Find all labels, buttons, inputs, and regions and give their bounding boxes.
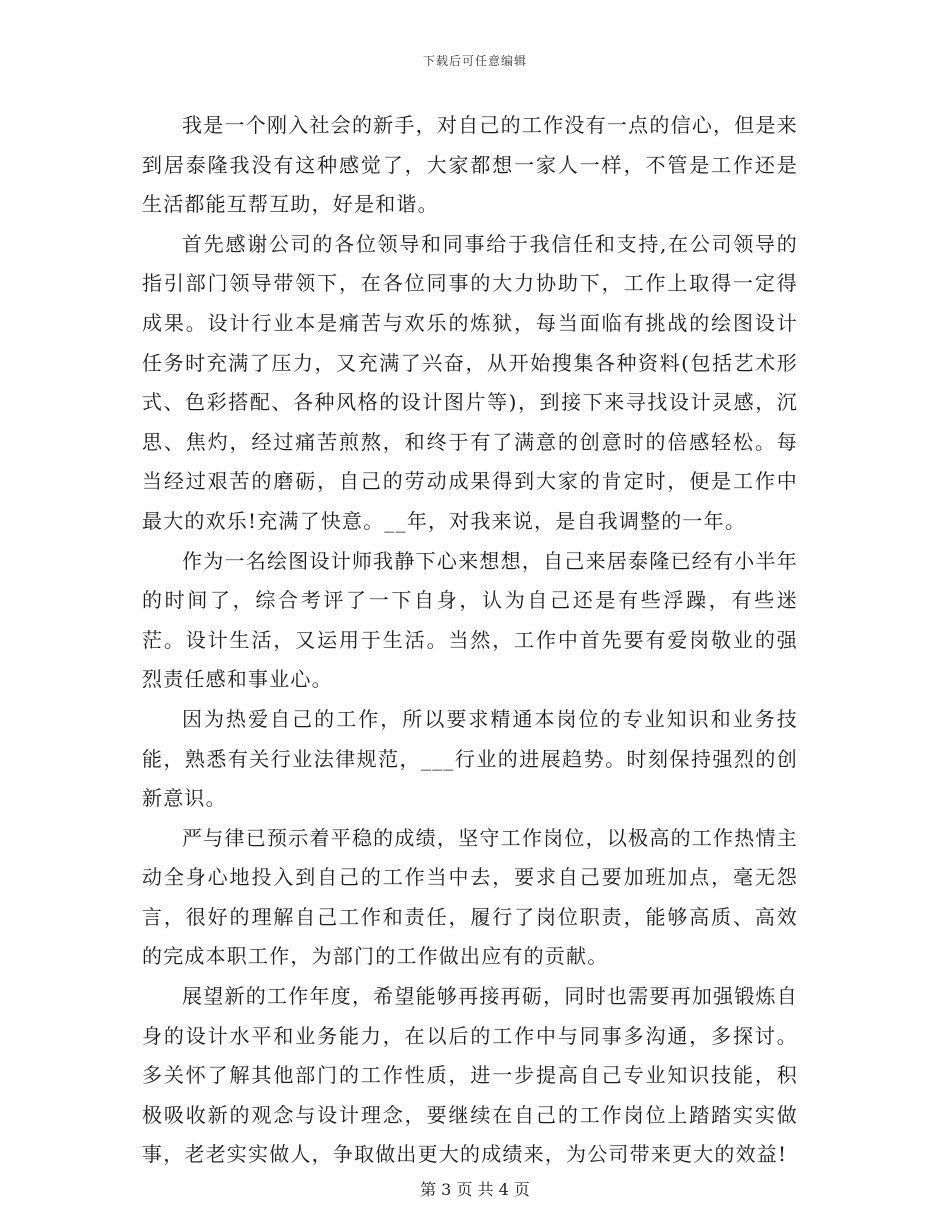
document-body	[142, 106, 798, 1175]
page-number-footer: 第 3 页 共 4 页	[420, 1180, 530, 1199]
paragraph-1: 我是一个刚入社会的新手，对自己的工作没有一点的信心，但是来到居泰隆我没有这种感觉了，大家都想一家人一样，不管是工作还是生活都能互帮互助，好是和谐。	[142, 113, 798, 217]
paragraph-3: 作为一名绘图设计师我静下心来想想，自己来居泰隆已经有小半年的时间了，综合考评了一下自身，认为自己还是有些浮躁，有些迷茫。设计生活，又运用于生活。当然，工作中首先要有爱岗敬业的强烈责任感和事业心。	[142, 548, 798, 692]
paragraph-4: 因为热爱自己的工作，所以要求精通本岗位的专业知识和业务技能，熟悉有关行业法律规范，___行业的进展趋势。时刻保持强烈的创新意识。	[142, 706, 798, 811]
paragraph-2: 首先感谢公司的各位领导和同事给于我信任和支持,在公司领导的指引部门领导带领下，在各位同事的大力协助下，工作上取得一定得成果。设计行业本是痛苦与欢乐的炼狱，每当面临有挑战的绘图设计任务时充满了压力，又充满了兴奋，从开始搜集各种资料(包括艺术形式、色彩搭配、各种风格的设计图片等)，到接下来寻找设计灵感，沉思、焦灼，经过痛苦煎熬，和终于有了满意的创意时的倍感轻松。每当经过艰苦的磨砺，自己的劳动成果得到大家的肯定时，便是工作中最大的欢乐!充满了快意。__年，对我来说，是自我调整的一年。	[142, 231, 798, 533]
page-header-note: 下载后可任意编辑	[422, 54, 527, 68]
paragraph-6: 展望新的工作年度，希望能够再接再砺，同时也需要再加强锻炼自身的设计水平和业务能力，在以后的工作中与同事多沟通，多探讨。多关怀了解其他部门的工作性质，进一步提高自己专业知识技能，积极吸收新的观念与设计理念，要继续在自己的工作岗位上踏踏实实做事，老老实实做人，争取做出更大的成绩来，为公司带来更大的效益!	[142, 984, 798, 1167]
paragraph-5: 严与律已预示着平稳的成绩，坚守工作岗位，以极高的工作热情主动全身心地投入到自己的工作当中去，要求自己要加班加点，毫无怨言，很好的理解自己工作和责任，履行了岗位职责，能够高质、高效的完成本职工作，为部门的工作做出应有的贡献。	[142, 825, 798, 969]
